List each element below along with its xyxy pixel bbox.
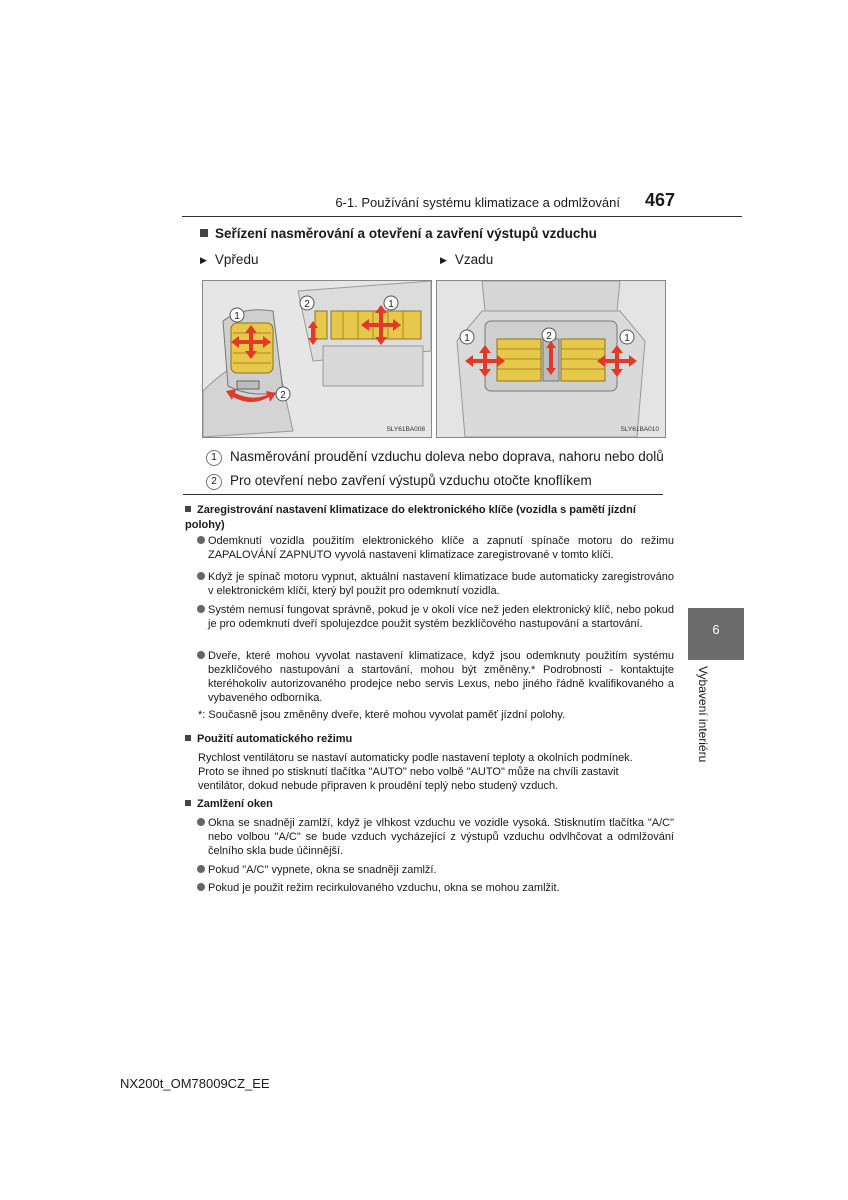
- square-bullet-icon: [185, 800, 191, 806]
- section-title-registration: Zaregistrování nastavení klimatizace do elektronického klíče (vozidla s pamětí jízdní polohy): [185, 504, 636, 531]
- bullet-icon: [197, 818, 205, 826]
- main-heading: Seřízení nasměrování a otevření a zavření výstupů vzduchu: [200, 226, 597, 241]
- section-title-auto: Použití automatického režimu: [185, 732, 665, 747]
- bullet-icon: [197, 572, 205, 580]
- footer-code: NX200t_OM78009CZ_EE: [120, 1076, 270, 1091]
- legend-item: 1 Nasměrování proudění vzduchu doleva nebo doprava, nahoru nebo dolů: [206, 449, 664, 466]
- list-item: Odemknutí vozidla použitím elektronického klíče a zapnutí spínače motoru do režimu ZAPALOVÁNÍ ZAPNUTO vyvolá nastavení klimatizace zaregistrované v tomto klíči.: [196, 534, 674, 562]
- front-label: ▶ Vpředu: [200, 252, 259, 267]
- header-section-title: 6-1. Používání systému klimatizace a odmlžování: [335, 195, 620, 210]
- rear-figure-code: SLY61BA010: [620, 426, 659, 433]
- front-vent-drawing: [203, 281, 431, 437]
- chapter-tab: 6: [688, 608, 744, 660]
- front-figure-code: SLY61BA008: [386, 426, 425, 433]
- callout-number: 1: [206, 450, 222, 466]
- front-callout-2b: 2: [304, 299, 310, 310]
- triangle-right-icon: ▶: [200, 255, 207, 265]
- list-item: Pokud je použit režim recirkulovaného vzduchu, okna se mohou zamlžit.: [196, 881, 674, 895]
- front-callout-1b: 1: [388, 299, 394, 310]
- bullet-icon: [197, 651, 205, 659]
- square-bullet-icon: [185, 735, 191, 741]
- square-bullet-icon: [185, 506, 191, 512]
- callout-number: 2: [206, 474, 222, 490]
- bullet-icon: [197, 605, 205, 613]
- rear-callout-1a: 1: [464, 333, 470, 344]
- list-item: Když je spínač motoru vypnut, aktuální nastavení klimatizace bude automaticky zaregistrováno v elektronickém klíči, který byl použit pro odemknutí vozidla.: [196, 570, 674, 598]
- footnote: *: Současně jsou změněny dveře, které mohou vyvolat paměť jízdní polohy.: [198, 709, 566, 721]
- front-callout-2a: 2: [280, 390, 286, 401]
- list-item: Pokud "A/C" vypnete, okna se snadněji zamlží.: [196, 863, 674, 877]
- rear-callout-2: 2: [546, 331, 552, 342]
- front-vent-illustration: [202, 280, 432, 438]
- rear-label: ▶ Vzadu: [440, 252, 494, 267]
- header-divider: [182, 216, 742, 217]
- legend-item: 2 Pro otevření nebo zavření výstupů vzduchu otočte knoflíkem: [206, 473, 592, 490]
- square-bullet-icon: [200, 229, 208, 237]
- triangle-right-icon: ▶: [440, 255, 447, 265]
- section-title-fogging: Zamlžení oken: [185, 797, 665, 812]
- rear-vent-illustration: [436, 280, 666, 438]
- front-callout-1: 1: [234, 311, 240, 322]
- chapter-label: Vybavení interiéru: [696, 666, 710, 763]
- bullet-icon: [197, 883, 205, 891]
- page-number: 467: [645, 190, 676, 210]
- rear-vent-drawing: [437, 281, 665, 437]
- section-divider: [183, 494, 663, 495]
- list-item: Okna se snadněji zamlží, když je vlhkost vzduchu ve vozidle vysoká. Stisknutím tlačítka "A/C" nebo volbou "A/C" se bude vzduch vycházející z výstupů vzduchu odvlhčovat a odmlžování čelního skla bude účinnější.: [196, 816, 674, 858]
- bullet-icon: [197, 865, 205, 873]
- list-item: Dveře, které mohou vyvolat nastavení klimatizace, když jsou odemknuty použitím systému bezklíčového nastupování a startování, mohou být změněny.* Podrobnosti - kontaktujte kteréhokoliv autorizovaného prodejce nebo servis Lexus, nebo jiného řádně kvalifikovaného a vybaveného odborníka.: [196, 649, 674, 705]
- rear-callout-1b: 1: [624, 333, 630, 344]
- auto-mode-text: Rychlost ventilátoru se nastaví automaticky podle nastavení teploty a okolních podmínek. Proto se ihned po stisknutí tlačítka "AUTO" nebo volbě "AUTO" může na chvíli zastavit ventilátor, dokud nebude připraven k proudění teplý nebo studený vzduch.: [198, 752, 633, 792]
- list-item: Systém nemusí fungovat správně, pokud je v okolí více než jeden elektronický klíč, nebo pokud je pro odemknutí dveří spolujezdce použit systém bezklíčového nastupování a startování.: [196, 603, 674, 631]
- bullet-icon: [197, 536, 205, 544]
